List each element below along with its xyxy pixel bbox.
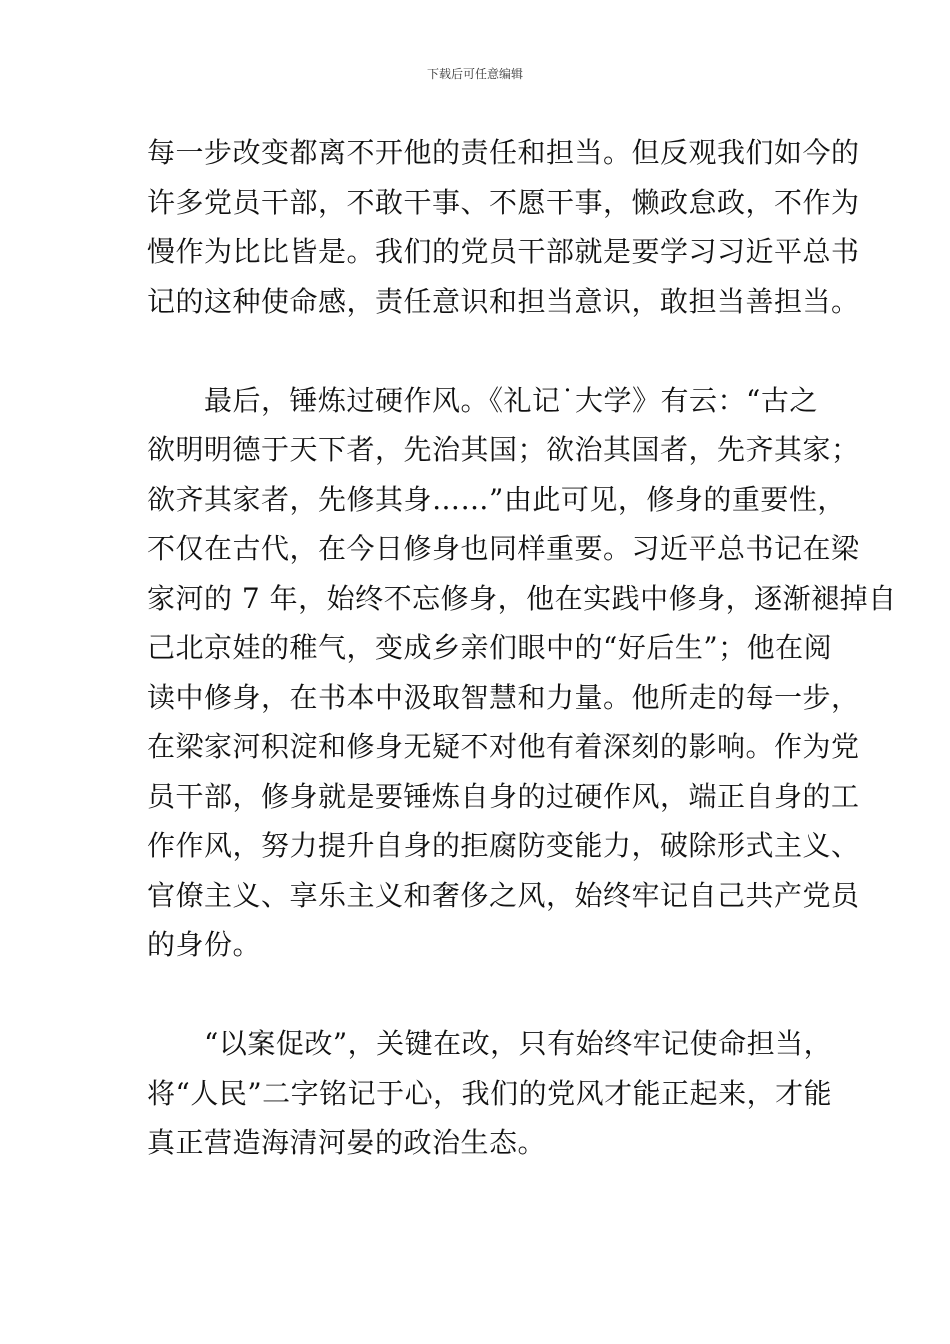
- text-line: 最后，锤炼过硬作风。《礼记˙大学》有云：“古之: [147, 383, 818, 417]
- text-line: 己北京娃的稚气，变成乡亲们眼中的“好后生”；他在阅: [147, 631, 833, 664]
- paragraph-2: [147, 376, 897, 970]
- paragraph-spacer: [147, 970, 812, 1020]
- text-line: 不仅在古代，在今日修身也同样重要。习近平总书记在梁: [147, 532, 860, 565]
- text-line: 欲明明德于天下者，先治其国；欲治其国者，先齐其家；: [147, 433, 860, 466]
- text-line: 作作风，努力提升自身的拒腐防变能力，破除形式主义、: [147, 829, 860, 862]
- text-line: 读中修身，在书本中汲取智慧和力量。他所走的每一步，: [147, 680, 860, 714]
- text-line: 真正营造海清河晏的政治生态。: [147, 1126, 547, 1159]
- text-line: 记的这种使命感，责任意识和担当意识，敢担当善担当。: [147, 284, 860, 318]
- text-line: 员干部，修身就是要锤炼自身的过硬作风，端正自身的工: [147, 779, 860, 813]
- paragraph-3: [147, 1019, 833, 1168]
- text-line: 每一步改变都离不开他的责任和担当。但反观我们如今的: [147, 136, 860, 169]
- text-line: 欲齐其家者，先修其身……”由此可见，修身的重要性，: [147, 482, 846, 516]
- text-line: 许多党员干部，不敢干事、不愿干事，懒政怠政，不作为: [147, 185, 860, 219]
- text-line: 将“人民”二字铭记于心，我们的党风才能正起来，才能: [147, 1076, 833, 1110]
- paragraph-spacer: [147, 326, 812, 376]
- text-line: 官僚主义、享乐主义和奢侈之风，始终牢记自己共产党员: [147, 878, 860, 912]
- page-header: 下载后可任意编辑: [426, 67, 523, 81]
- paragraph-1: [147, 128, 860, 326]
- text-line: 慢作为比比皆是。我们的党员干部就是要学习习近平总书: [147, 235, 860, 268]
- text-line: 的身份。: [147, 928, 262, 961]
- text-line: 家河的 7 年，始终不忘修身，他在实践中修身，逐渐褪掉自: [147, 581, 897, 615]
- document-body: [147, 128, 897, 1168]
- text-line: 在梁家河积淀和修身无疑不对他有着深刻的影响。作为党: [147, 730, 860, 763]
- text-line: “以案促改”，关键在改，只有始终牢记使命担当，: [147, 1027, 833, 1060]
